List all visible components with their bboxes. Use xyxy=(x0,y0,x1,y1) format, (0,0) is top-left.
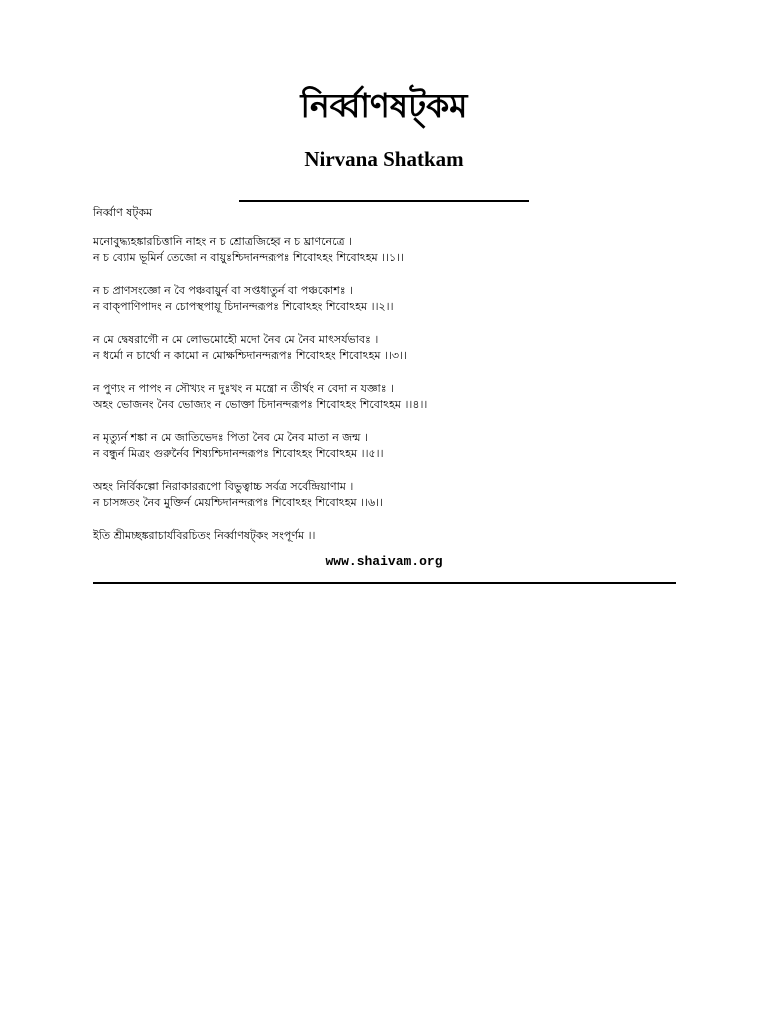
verse-line: অহং ভোজনং নৈব ভোজ্যং ন ভোক্তা চিদানন্দরূপঃ শিবোঽহং শিবোঽহম ।।৪।। xyxy=(93,398,428,411)
verse-line: ন চ প্রাণসংজ্ঞো ন বৈ পঞ্চবায়ুর্ন বা সপ্তধাতুর্ন বা পঞ্চকোশঃ । xyxy=(93,284,354,297)
verse-5 xyxy=(93,430,693,462)
verse-line: ন মে দ্বেষরাগৌ ন মে লোভমোহৌ মদো নৈব মে নৈব মাৎসর্যভাবঃ । xyxy=(93,333,379,346)
document-body xyxy=(93,205,693,544)
verse-line: ন চ ব্যোম ভূমির্ন তেজো ন বায়ুঃশ্চিদানন্দরূপঃ শিবোঽহং শিবোঽহম ।।১।। xyxy=(93,251,405,264)
verse-line: ন বন্ধুর্ন মিত্রং গুরুর্নৈব শিষ্যশ্চিদানন্দরূপঃ শিবোঽহং শিবোঽহম ।।৫।। xyxy=(93,447,384,460)
page-title: নির্ব্বাণষট্কম xyxy=(300,86,468,125)
verse-1 xyxy=(93,234,693,266)
page-subtitle: Nirvana Shatkam xyxy=(304,147,464,171)
footer-divider xyxy=(93,582,676,584)
title-divider xyxy=(239,200,529,202)
verse-6 xyxy=(93,479,693,511)
verse-line: মনোবুদ্ধ্যহঙ্কারচিত্তানি নাহং ন চ শ্রোত্রজিহ্বে ন চ ঘ্রাণনেত্রে । xyxy=(93,235,353,248)
verse-3 xyxy=(93,332,693,364)
website-link[interactable]: www.shaivam.org xyxy=(325,554,443,569)
closing-line: ইতি শ্রীমচ্ছঙ্করাচার্যবিরচিতং নির্ব্বাণষট্কং সংপূর্ণম ।। xyxy=(93,529,316,542)
verse-line: ন পুণ্যং ন পাপং ন সৌখ্যং ন দুঃখং ন মন্ত্রো ন তীর্থং ন বেদা ন যজ্ঞাঃ । xyxy=(93,382,395,395)
verse-4 xyxy=(93,381,693,413)
verse-line: ন চাসঙ্গতং নৈব মুক্তির্ন মেয়শ্চিদানন্দরূপঃ শিবোঽহং শিবোঽহম ।।৬।। xyxy=(93,496,384,509)
verse-line: ন বাক্পাণিপাদং ন চোপস্থপায়ূ চিদানন্দরূপঃ শিবোঽহং শিবোঽহম ।।২।। xyxy=(93,300,394,313)
section-title: নির্ব্বাণ ষট্কম xyxy=(93,206,153,219)
verse-2 xyxy=(93,283,693,315)
verse-line: অহং নির্বিকল্পো নিরাকাররূপো বিভুত্বাচ্চ সর্বত্র সর্বেন্দ্রিয়াণাম । xyxy=(93,480,354,493)
verse-line: ন মৃত্যুর্ন শঙ্কা ন মে জাতিভেদঃ পিতা নৈব মে নৈব মাতা ন জন্ম । xyxy=(93,431,368,444)
verse-line: ন ধর্মো ন চার্থো ন কামো ন মোক্ষশ্চিদানন্দরূপঃ শিবোঽহং শিবোঽহম ।।৩।। xyxy=(93,349,407,362)
